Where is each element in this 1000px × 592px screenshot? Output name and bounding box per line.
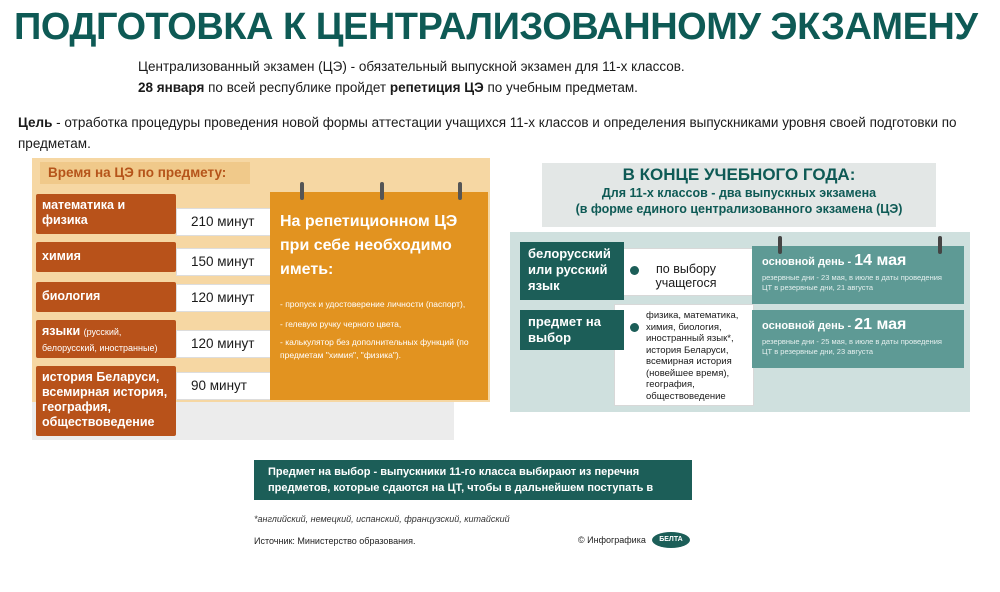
footnote: *английский, немецкий, испанский, французский, китайский — [254, 514, 510, 524]
exam-1-date: 14 мая — [854, 252, 907, 269]
exam-language-label: белорусский или русский язык — [520, 242, 624, 300]
credit: © Инфографика — [578, 535, 646, 545]
exam-2-main-day — [762, 316, 954, 334]
year-end-header — [542, 163, 936, 227]
year-end-subtitle-1: Для 11-х классов - два выпускных экзамена — [601, 186, 877, 200]
time-chemistry: 150 минут — [176, 248, 290, 276]
elective-list: физика, математика, химия, биология, иностранный язык*, история Беларуси, всемирная история (новейшее время), география, обществоведение — [646, 310, 739, 402]
card-item: - пропуск и удостоверение личности (паспорт), — [280, 299, 466, 309]
card-item: - калькулятор без дополнительных функций (по предметам "химия", "физика"). — [280, 337, 469, 360]
binder-ring-icon — [300, 182, 304, 200]
exam-date-card-1 — [752, 246, 964, 304]
subject-history: история Беларуси, всемирная история, география, обществоведение — [36, 366, 176, 436]
intro-date: 28 января — [138, 80, 205, 95]
card-title: На репетиционном ЦЭ при себе необходимо иметь: — [280, 213, 458, 278]
year-end-subtitle-2: (в форме единого централизованного экзамена (ЦЭ) — [575, 202, 903, 216]
intro-end: по учебным предметам. — [483, 80, 638, 95]
binder-ring-icon — [458, 182, 462, 200]
exam-2-reserve: резервные дни - 25 мая, в июле в даты проведения ЦТ в резервные дни, 23 августа — [762, 337, 942, 356]
exam-1-reserve: резервные дни - 23 мая, в июле в даты проведения ЦТ в резервные дни, 21 августа — [762, 273, 942, 292]
time-history: 90 минут — [176, 372, 290, 400]
languages-label: языки — [42, 324, 81, 338]
bullet-icon — [630, 266, 639, 275]
exam-date-card-2 — [752, 310, 964, 368]
year-end-title: В КОНЦЕ УЧЕБНОГО ГОДА: — [622, 165, 856, 184]
belta-logo: БЕЛТА — [652, 532, 690, 548]
subject-languages — [36, 320, 176, 358]
time-biology: 120 минут — [176, 284, 290, 312]
exam-1-prefix: основной день - — [762, 256, 855, 268]
language-choice: по выбору учащегося — [655, 262, 717, 290]
goal-text — [18, 112, 978, 154]
intro-line-2 — [138, 77, 685, 98]
exam-2-prefix: основной день - — [762, 320, 855, 332]
requirements-card — [270, 192, 488, 400]
goal-body: - отработка процедуры проведения новой формы аттестации учащихся 11-х классов и определения выпускниками уровня своей подготовки по предметам. — [18, 115, 957, 151]
intro-line-1: Централизованный экзамен (ЦЭ) - обязательный выпускной экзамен для 11-х классов. — [138, 59, 685, 74]
page-title: ПОДГОТОВКА К ЦЕНТРАЛИЗОВАННОМУ ЭКЗАМЕНУ — [14, 6, 978, 48]
binder-ring-icon — [380, 182, 384, 200]
subject-biology: биология — [36, 282, 176, 312]
card-list — [280, 296, 478, 362]
bullet-icon — [630, 323, 639, 332]
intro-mid: по всей республике пройдет — [204, 80, 390, 95]
time-languages: 120 минут — [176, 330, 290, 358]
intro-rehearsal: репетиция ЦЭ — [389, 80, 484, 95]
languages-note: (русский, белорусский, иностранные) — [42, 327, 158, 353]
exam-elective-label: предмет на выбор — [520, 310, 624, 350]
time-header: Время на ЦЭ по предмету: — [40, 162, 250, 184]
source: Источник: Министерство образования. — [254, 536, 416, 546]
card-item: - гелевую ручку черного цвета, — [280, 319, 402, 329]
goal-label: Цель — [18, 115, 53, 130]
subject-chemistry: химия — [36, 242, 176, 272]
subject-math-physics: математика и физика — [36, 194, 176, 234]
exam-1-main-day — [762, 252, 954, 270]
binder-ring-icon — [778, 236, 782, 254]
intro-text — [138, 56, 685, 98]
exam-2-date: 21 мая — [854, 316, 907, 333]
binder-ring-icon — [938, 236, 942, 254]
elective-note: Предмет на выбор - выпускники 11-го класса выбирают из перечня предметов, которые сдаются на ЦТ, чтобы в дальнейшем поступать в вузы. — [254, 460, 692, 500]
time-math-physics: 210 минут — [176, 208, 290, 236]
